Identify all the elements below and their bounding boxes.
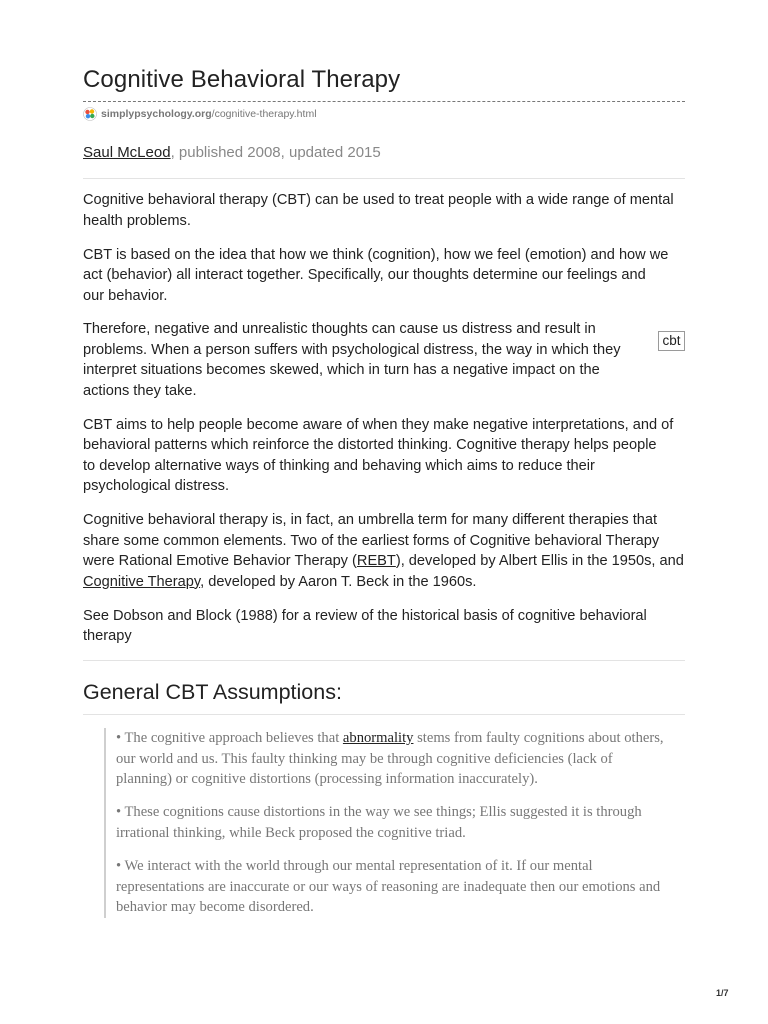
paragraph-line: actions they take. — [83, 382, 197, 399]
paragraph-line: psychological distress. — [83, 478, 230, 495]
heading-divider — [83, 714, 685, 715]
paragraph-negative-thoughts — [83, 319, 653, 401]
paragraph-line: , developed by Aaron T. Beck in the 1960s. — [200, 573, 477, 590]
cbt-image-placeholder: cbt — [658, 331, 685, 351]
source-path[interactable]: /cognitive-therapy.html — [211, 108, 317, 120]
assumption-item — [116, 856, 684, 918]
assumption-text: stems from faulty cognitions about others, — [413, 730, 664, 746]
abnormality-link[interactable]: abnormality — [342, 730, 414, 746]
paragraph-line: See Dobson and Block (1988) for a review of the historical basis of cognitive behavioral — [83, 607, 647, 624]
paragraph-line: were Rational Emotive Behavior Therapy ( — [83, 553, 357, 570]
paragraph-line: to develop alternative ways of thinking and behaving which aims to reduce their — [83, 457, 595, 474]
paragraph-line: CBT aims to help people become aware of when they make negative interpretations, and of — [83, 416, 674, 433]
paragraph-dobson-block — [83, 606, 685, 647]
byline-meta: , published 2008, updated 2015 — [170, 144, 381, 161]
assumption-text: • These cognitions cause distortions in the way we see things; Ellis suggested it is through — [116, 804, 642, 820]
assumption-text: behavior may become disordered. — [116, 899, 314, 916]
assumption-text: representations are inaccurate or our ways of reasoning are inadequate then our emotions and — [116, 878, 661, 895]
byline — [83, 144, 381, 161]
section-divider — [83, 660, 685, 661]
assumption-text: • We interact with the world through our mental representation of it. If our mental — [116, 858, 593, 874]
paragraph-line: therapy — [83, 628, 132, 645]
cognitive-therapy-link[interactable]: Cognitive Therapy — [83, 573, 201, 590]
assumption-item — [116, 728, 684, 790]
paragraph-umbrella-term — [83, 510, 685, 592]
paragraph-cbt-aims — [83, 415, 685, 497]
paragraph-line: our behavior. — [83, 287, 168, 304]
assumption-text: • The cognitive approach believes that — [116, 730, 343, 746]
paragraph-line: behavioral patterns which reinforce the distorted thinking. Cognitive therapy helps people — [83, 437, 657, 454]
paragraph-line: interpret situations becomes skewed, which in turn has a negative impact on the — [83, 362, 600, 379]
intro-paragraph: Cognitive behavioral therapy (CBT) can be used to treat people with a wide range of mental health problems. — [83, 192, 674, 229]
paragraph-line: problems. When a person suffers with psychological distress, the way in which they — [83, 341, 621, 358]
title-divider — [83, 101, 685, 102]
section-heading: General CBT Assumptions: — [83, 680, 342, 704]
source-domain[interactable]: simplypsychology.org — [101, 108, 212, 120]
assumption-text: irrational thinking, while Beck proposed the cognitive triad. — [116, 824, 466, 841]
paragraph-line: ), developed by Albert Ellis in the 1950s, and — [395, 553, 684, 570]
assumptions-blockquote — [104, 728, 682, 918]
page-title: Cognitive Behavioral Therapy — [83, 66, 401, 93]
site-favicon-icon — [83, 107, 97, 121]
paragraph-line: share some common elements. Two of the earliest forms of Cognitive behavioral Therapy — [83, 532, 660, 549]
paragraph-line: Therefore, negative and unrealistic thoughts can cause us distress and result in — [83, 321, 596, 337]
assumption-item — [116, 802, 684, 843]
paragraph-line: Cognitive behavioral therapy is, in fact, an umbrella term for many different therapies that — [83, 512, 658, 528]
rebt-link[interactable]: REBT — [356, 553, 396, 570]
paragraph-line: act (behavior) all interact together. Specifically, our thoughts determine our feelings and — [83, 267, 646, 284]
byline-divider — [83, 178, 685, 179]
paragraph-cbt-basis — [83, 245, 685, 307]
assumption-text: planning) or cognitive distortions (processing information inaccurately). — [116, 771, 538, 788]
assumption-text: our world and us. This faulty thinking may be through cognitive deficiencies (lack of — [116, 750, 613, 767]
paragraph-line: CBT is based on the idea that how we think (cognition), how we feel (emotion) and how we — [83, 246, 669, 263]
author-link[interactable]: Saul McLeod — [83, 144, 171, 161]
page-number: 1/7 — [716, 988, 729, 998]
source-line — [83, 106, 317, 122]
